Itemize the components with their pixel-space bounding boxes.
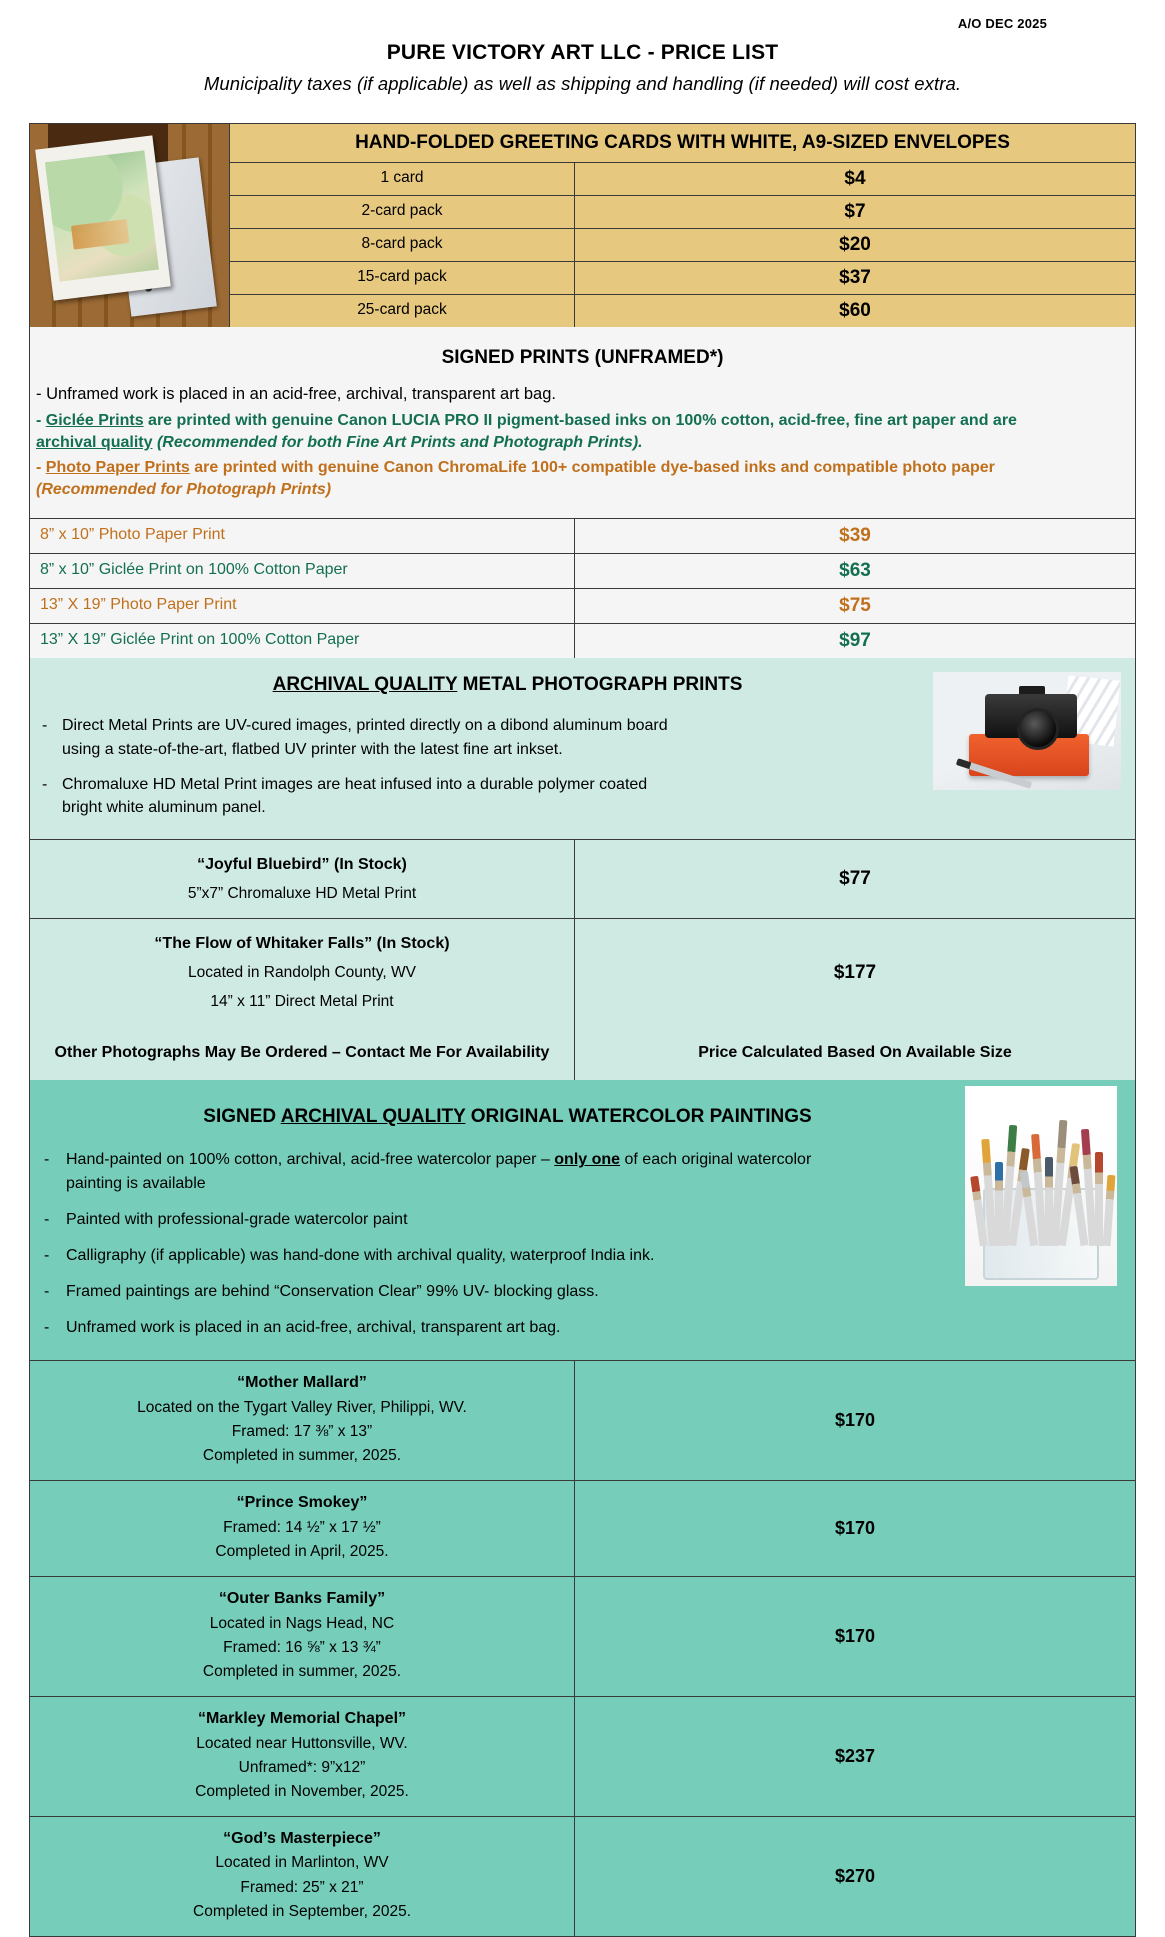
painting-desc: [30, 1481, 575, 1576]
painting-price: $237: [834, 1745, 876, 1766]
painting-title: “Mother Mallard”: [237, 1374, 367, 1392]
card-pack-label: 8-card pack: [230, 229, 575, 261]
table-row: [30, 919, 1135, 1026]
photo-paper-text-2: (Recommended for Photograph Prints): [36, 480, 332, 498]
emphasis-text: only one: [554, 1151, 621, 1169]
painting-title: “Outer Banks Family”: [218, 1590, 386, 1607]
card-pack-label: 1 card: [230, 163, 575, 195]
photo-paper-text-1: are printed with genuine Canon ChromaLife 100+ compatible dye-based inks and compatible photo paper: [189, 459, 995, 477]
painting-detail: Completed in November, 2025.: [195, 1782, 409, 1800]
wc-title-post: ORIGINAL WATERCOLOR PAINTINGS: [465, 1106, 812, 1128]
painting-detail: Located in Marlinton, WV: [215, 1854, 389, 1872]
photo-paper-dash: -: [36, 459, 42, 477]
table-row: [230, 196, 1135, 229]
bullet-text: Calligraphy (if applicable) was hand-done with archival quality, waterproof India ink.: [66, 1247, 655, 1265]
painting-detail: Completed in September, 2025.: [193, 1902, 411, 1920]
table-row: [30, 554, 1135, 589]
price-table: [29, 123, 1136, 1937]
bullet-dash: -: [44, 1319, 50, 1337]
painting-price: $170: [834, 1410, 876, 1431]
giclee-note: [30, 406, 1135, 453]
bullet-dash: -: [42, 775, 48, 793]
table-row: [30, 840, 1135, 919]
bullet-dash: -: [44, 1247, 50, 1265]
metal-item-detail: 5”x7” Chromaluxe HD Metal Print: [187, 884, 417, 902]
table-row: [30, 1817, 1135, 1936]
bullet-text: Painted with professional-grade watercolor paint: [66, 1211, 408, 1229]
table-row: [30, 1577, 1135, 1697]
card-pack-price: $37: [839, 267, 871, 288]
giclee-dash: -: [36, 412, 42, 429]
watercolors-section: [30, 1080, 1135, 1935]
table-row: [30, 1481, 1135, 1577]
table-row: [30, 1697, 1135, 1817]
greeting-cards-rows: [230, 163, 1135, 327]
table-row: [30, 624, 1135, 658]
painting-detail: Located near Huttonsville, WV.: [196, 1734, 408, 1752]
metal-item-desc: [30, 840, 575, 918]
bullet-dash: -: [44, 1211, 50, 1229]
painting-title: “Prince Smokey”: [236, 1494, 368, 1512]
as-of-date: A/O DEC 2025: [957, 16, 1047, 31]
print-label: 8” x 10” Giclée Print on 100% Cotton Paper: [30, 554, 575, 588]
painting-detail: Unframed*: 9”x12”: [238, 1758, 366, 1776]
metal-title-underlined: ARCHIVAL QUALITY: [272, 674, 458, 696]
card-pack-price: $7: [844, 201, 866, 222]
metal-prints-section: [30, 658, 1135, 1080]
painting-desc: [30, 1697, 575, 1816]
metal-item-title: “Joyful Bluebird” (In Stock): [197, 856, 407, 874]
page-title: PURE VICTORY ART LLC - PRICE LIST: [386, 41, 779, 64]
painting-detail: Framed: 14 ½” x 17 ½”: [223, 1518, 381, 1536]
page-subtitle: Municipality taxes (if applicable) as well as shipping and handling (if needed) will cost extra.: [203, 73, 962, 94]
signed-prints-title: SIGNED PRINTS (UNFRAMED*): [441, 347, 724, 368]
archival-quality-link: archival quality: [36, 433, 153, 451]
paintbrush: [1103, 1175, 1116, 1246]
painting-price: $170: [834, 1625, 876, 1646]
bullet-text: Direct Metal Prints are UV-cured images, printed directly on a dibond aluminum board using a state-of-the-art, flatbed UV printer with the latest fine art inkset.: [62, 717, 668, 758]
availability-right: Price Calculated Based On Available Size: [698, 1044, 1012, 1062]
signed-prints-section: [30, 327, 1135, 658]
painting-desc: [30, 1817, 575, 1936]
painting-detail: Located on the Tygart Valley River, Philippi, WV.: [137, 1399, 467, 1417]
print-price: $75: [839, 595, 871, 617]
painting-title: “Markley Memorial Chapel”: [197, 1709, 407, 1727]
table-row: [230, 295, 1135, 327]
wc-title-underlined: ARCHIVAL QUALITY: [280, 1106, 466, 1128]
table-row: [230, 262, 1135, 295]
table-row: [30, 519, 1135, 554]
print-label: 13” X 19” Giclée Print on 100% Cotton Paper: [30, 624, 575, 658]
table-row: [30, 1361, 1135, 1481]
card-pack-price: $4: [844, 168, 866, 189]
list-item: [36, 1310, 1129, 1346]
painting-price: $270: [834, 1865, 876, 1886]
availability-left: Other Photographs May Be Ordered – Contact Me For Availability: [54, 1044, 550, 1062]
print-label: 8” x 10” Photo Paper Print: [30, 519, 575, 553]
metal-item-price: $177: [833, 961, 877, 983]
giclee-text-2: (Recommended for both Fine Art Prints and Photograph Prints).: [152, 433, 643, 451]
bullet-dash: -: [44, 1283, 50, 1301]
giclee-text-1: are printed with genuine Canon LUCIA PRO II pigment-based inks on 100% cotton, acid-free, fine art paper and are: [143, 412, 1017, 429]
painting-desc: [30, 1577, 575, 1696]
paintbrush: [1095, 1152, 1103, 1246]
camera-on-notebook-photo: [933, 672, 1121, 790]
painting-detail: Framed: 17 ⅜” x 13”: [231, 1423, 373, 1441]
paintbrushes-in-jar-photo: [965, 1086, 1117, 1286]
metal-title-rest: METAL PHOTOGRAPH PRINTS: [457, 674, 743, 696]
painting-detail: Located in Nags Head, NC: [209, 1614, 395, 1632]
metal-item-detail: Located in Randolph County, WV: [187, 963, 417, 981]
card-pack-price: $60: [839, 300, 871, 321]
painting-detail: Completed in April, 2025.: [215, 1542, 389, 1560]
giclee-link: Giclée Prints: [45, 412, 144, 429]
print-price: $97: [839, 630, 871, 652]
metal-availability-row: [30, 1026, 1135, 1080]
metal-item-detail: 14” x 11” Direct Metal Print: [210, 992, 394, 1010]
painting-detail: Framed: 16 ⅝” x 13 ¾”: [223, 1638, 381, 1656]
greeting-cards-section: [30, 124, 1135, 327]
bullet-text: Hand-painted on 100% cotton, archival, acid-free watercolor paper – only one of each original watercolor painting is available: [66, 1151, 812, 1193]
print-price: $63: [839, 560, 871, 582]
metal-item-title: “The Flow of Whitaker Falls” (In Stock): [154, 935, 450, 953]
bullet-dash: -: [44, 1151, 50, 1169]
table-row: [230, 163, 1135, 196]
card-pack-price: $20: [839, 234, 871, 255]
unframed-note: - Unframed work is placed in an acid-free, archival, transparent art bag.: [36, 385, 556, 403]
painting-detail: Completed in summer, 2025.: [202, 1662, 402, 1680]
bullet-text: Unframed work is placed in an acid-free, archival, transparent art bag.: [66, 1319, 561, 1337]
painting-price: $170: [834, 1518, 876, 1539]
print-label: 13” X 19” Photo Paper Print: [30, 589, 575, 623]
greeting-card-photo: [30, 124, 230, 327]
table-row: [230, 229, 1135, 262]
table-row: [30, 589, 1135, 624]
signed-prints-rows: [30, 519, 1135, 658]
painting-title: “God’s Masterpiece”: [223, 1829, 381, 1847]
painting-detail: Framed: 25” x 21”: [240, 1878, 364, 1896]
bullet-text: Chromaluxe HD Metal Print images are heat infused into a durable polymer coated bright white aluminum panel.: [62, 775, 648, 816]
wc-title-pre: SIGNED: [203, 1106, 281, 1128]
print-price: $39: [839, 525, 871, 547]
photo-paper-note: [30, 453, 1135, 510]
photo-paper-link: Photo Paper Prints: [45, 459, 190, 477]
metal-prints-rows: [30, 840, 1135, 1026]
bullet-text: Framed paintings are behind “Conservation Clear” 99% UV- blocking glass.: [66, 1283, 599, 1301]
card-pack-label: 25-card pack: [230, 295, 575, 327]
painting-detail: Completed in summer, 2025.: [202, 1447, 402, 1465]
metal-item-desc: [30, 919, 575, 1026]
metal-item-price: $77: [839, 868, 871, 890]
card-pack-label: 15-card pack: [230, 262, 575, 294]
paintings-rows: [30, 1361, 1135, 1935]
bullet-dash: -: [42, 717, 48, 735]
greeting-cards-title: HAND-FOLDED GREETING CARDS WITH WHITE, A9-SIZED ENVELOPES: [230, 124, 1135, 163]
card-pack-label: 2-card pack: [230, 196, 575, 228]
painting-desc: [30, 1361, 575, 1480]
